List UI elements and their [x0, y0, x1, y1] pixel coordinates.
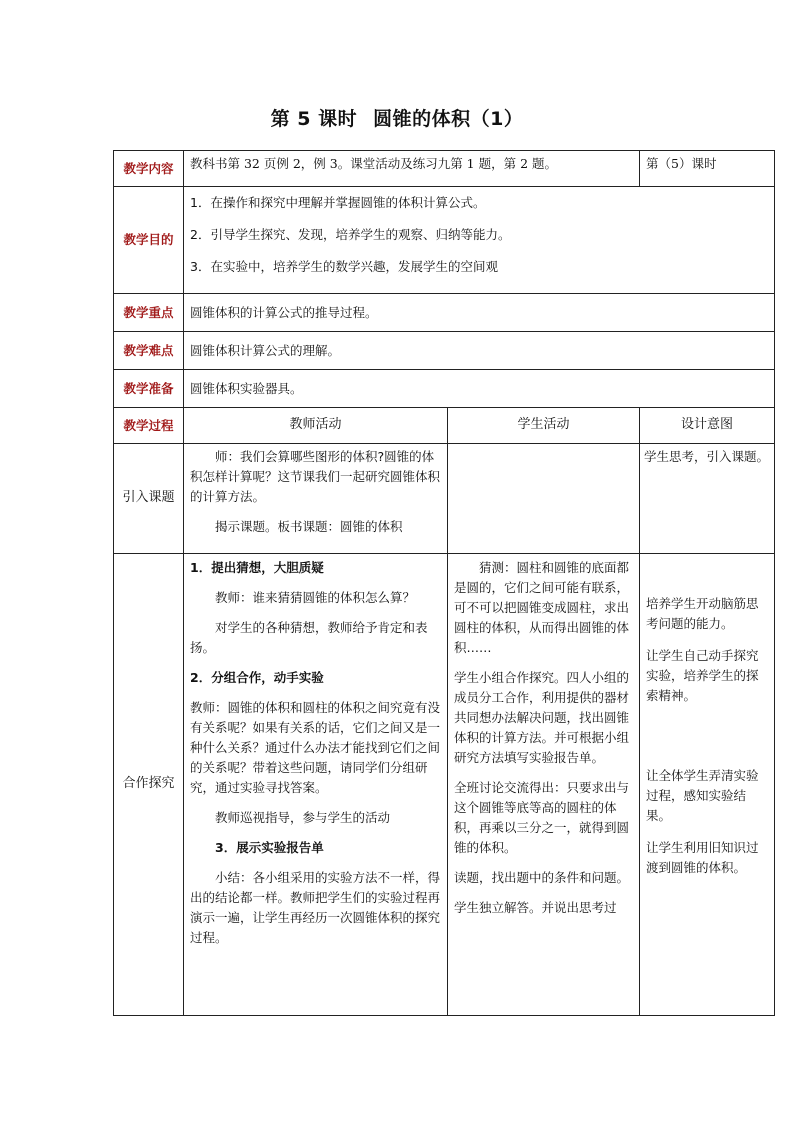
explore-intent-text: 培养学生开动脑筋思考问题的能力。 [646, 596, 759, 631]
row-key [114, 294, 775, 332]
intro-teacher-text: 师：我们会算哪些图形的体积?圆锥的体积怎样计算呢？这节课我们一起研究圆锥体积的计算方法。 [190, 449, 441, 504]
header-student: 学生活动 [448, 408, 640, 444]
lesson-plan-table [113, 150, 775, 1016]
explore-student-text: 读题，找出题中的条件和问题。 [454, 870, 630, 885]
header-intent: 设计意图 [640, 408, 775, 444]
explore-heading: 1．提出猜想，大胆质疑 [190, 560, 324, 575]
explore-teacher-text: 教师：谁来猜猜圆锥的体积怎么算？ [215, 590, 416, 605]
difficulty-text: 圆锥体积计算公式的理解。 [184, 332, 775, 370]
explore-teacher-text: 小结：各小组采用的实验方法不一样，得出的结论都一样。教师把学生们的实验过程再演示一遍，让学生再经历一次圆锥体积的探究过程。 [190, 870, 441, 945]
row-goals [114, 187, 775, 294]
goal-item: 2．引导学生探究、发现，培养学生的观察、归纳等能力。 [190, 227, 511, 242]
label-explore: 合作探究 [114, 554, 184, 1016]
goal-item: 3．在实验中，培养学生的数学兴趣，发展学生的空间观 [190, 259, 498, 274]
label-difficulty: 教学难点 [114, 332, 184, 370]
explore-heading: 3．展示实验报告单 [215, 840, 324, 855]
row-process-header [114, 408, 775, 444]
intro-student-text [448, 444, 640, 554]
explore-intent-text: 让学生利用旧知识过渡到圆锥的体积。 [646, 840, 759, 875]
title-lesson: 第 5 课时 [270, 108, 358, 130]
label-intro: 引入课题 [114, 444, 184, 554]
key-text: 圆锥体积的计算公式的推导过程。 [184, 294, 775, 332]
explore-teacher-text: 教师巡视指导，参与学生的活动 [215, 810, 391, 825]
page-title [0, 104, 794, 131]
row-intro [114, 444, 775, 554]
explore-heading: 2．分组合作，动手实验 [190, 670, 324, 685]
content-text: 教科书第 32 页例 2，例 3。课堂活动及练习九第 1 题，第 2 题。 [184, 151, 640, 187]
explore-intent-text: 让全体学生弄清实验过程，感知实验结果。 [646, 768, 759, 823]
explore-intent-text: 让学生自己动手探究实验，培养学生的探索精神。 [646, 648, 759, 703]
intro-teacher-text: 揭示课题。板书课题：圆锥的体积 [215, 519, 403, 534]
title-topic: 圆锥的体积（1） [373, 108, 524, 130]
explore-student-text: 全班讨论交流得出：只要求出与这个圆锥等底等高的圆柱的体积，再乘以三分之一，就得到圆锥的体积。 [454, 780, 630, 855]
explore-student-text: 学生小组合作探究。四人小组的成员分工合作，利用提供的器材共同想办法解决问题，找出圆锥体积的计算方法。并可根据小组研究方法填写实验报告单。 [454, 670, 630, 765]
explore-teacher-text: 对学生的各种猜想，教师给予肯定和表扬。 [190, 620, 428, 655]
label-content: 教学内容 [114, 151, 184, 187]
label-goals: 教学目的 [114, 187, 184, 294]
label-prep: 教学准备 [114, 370, 184, 408]
explore-student-text: 猜测：圆柱和圆锥的底面都是圆的，它们之间可能有联系，可不可以把圆锥变成圆柱，求出圆柱的体积，从而得出圆锥的体积…… [454, 560, 630, 655]
row-explore [114, 554, 775, 1016]
row-difficulty [114, 332, 775, 370]
row-prep [114, 370, 775, 408]
explore-teacher-text: 教师：圆锥的体积和圆柱的体积之间究竟有没有关系呢？如果有关系的话，它们之间又是一种什么关系？通过什么办法才能找到它们之间的关系呢？带着这些问题，请同学们分组研究，通过实验寻找答案。 [190, 700, 441, 795]
label-process: 教学过程 [114, 408, 184, 444]
prep-text: 圆锥体积实验器具。 [184, 370, 775, 408]
intro-intent-text: 学生思考，引入课题。 [640, 444, 775, 554]
row-content [114, 151, 775, 187]
explore-student-text: 学生独立解答。并说出思考过 [454, 900, 617, 915]
goal-item: 1．在操作和探究中理解并掌握圆锥的体积计算公式。 [190, 195, 486, 210]
period-text: 第（5）课时 [640, 151, 775, 187]
header-teacher: 教师活动 [184, 408, 448, 444]
label-key: 教学重点 [114, 294, 184, 332]
